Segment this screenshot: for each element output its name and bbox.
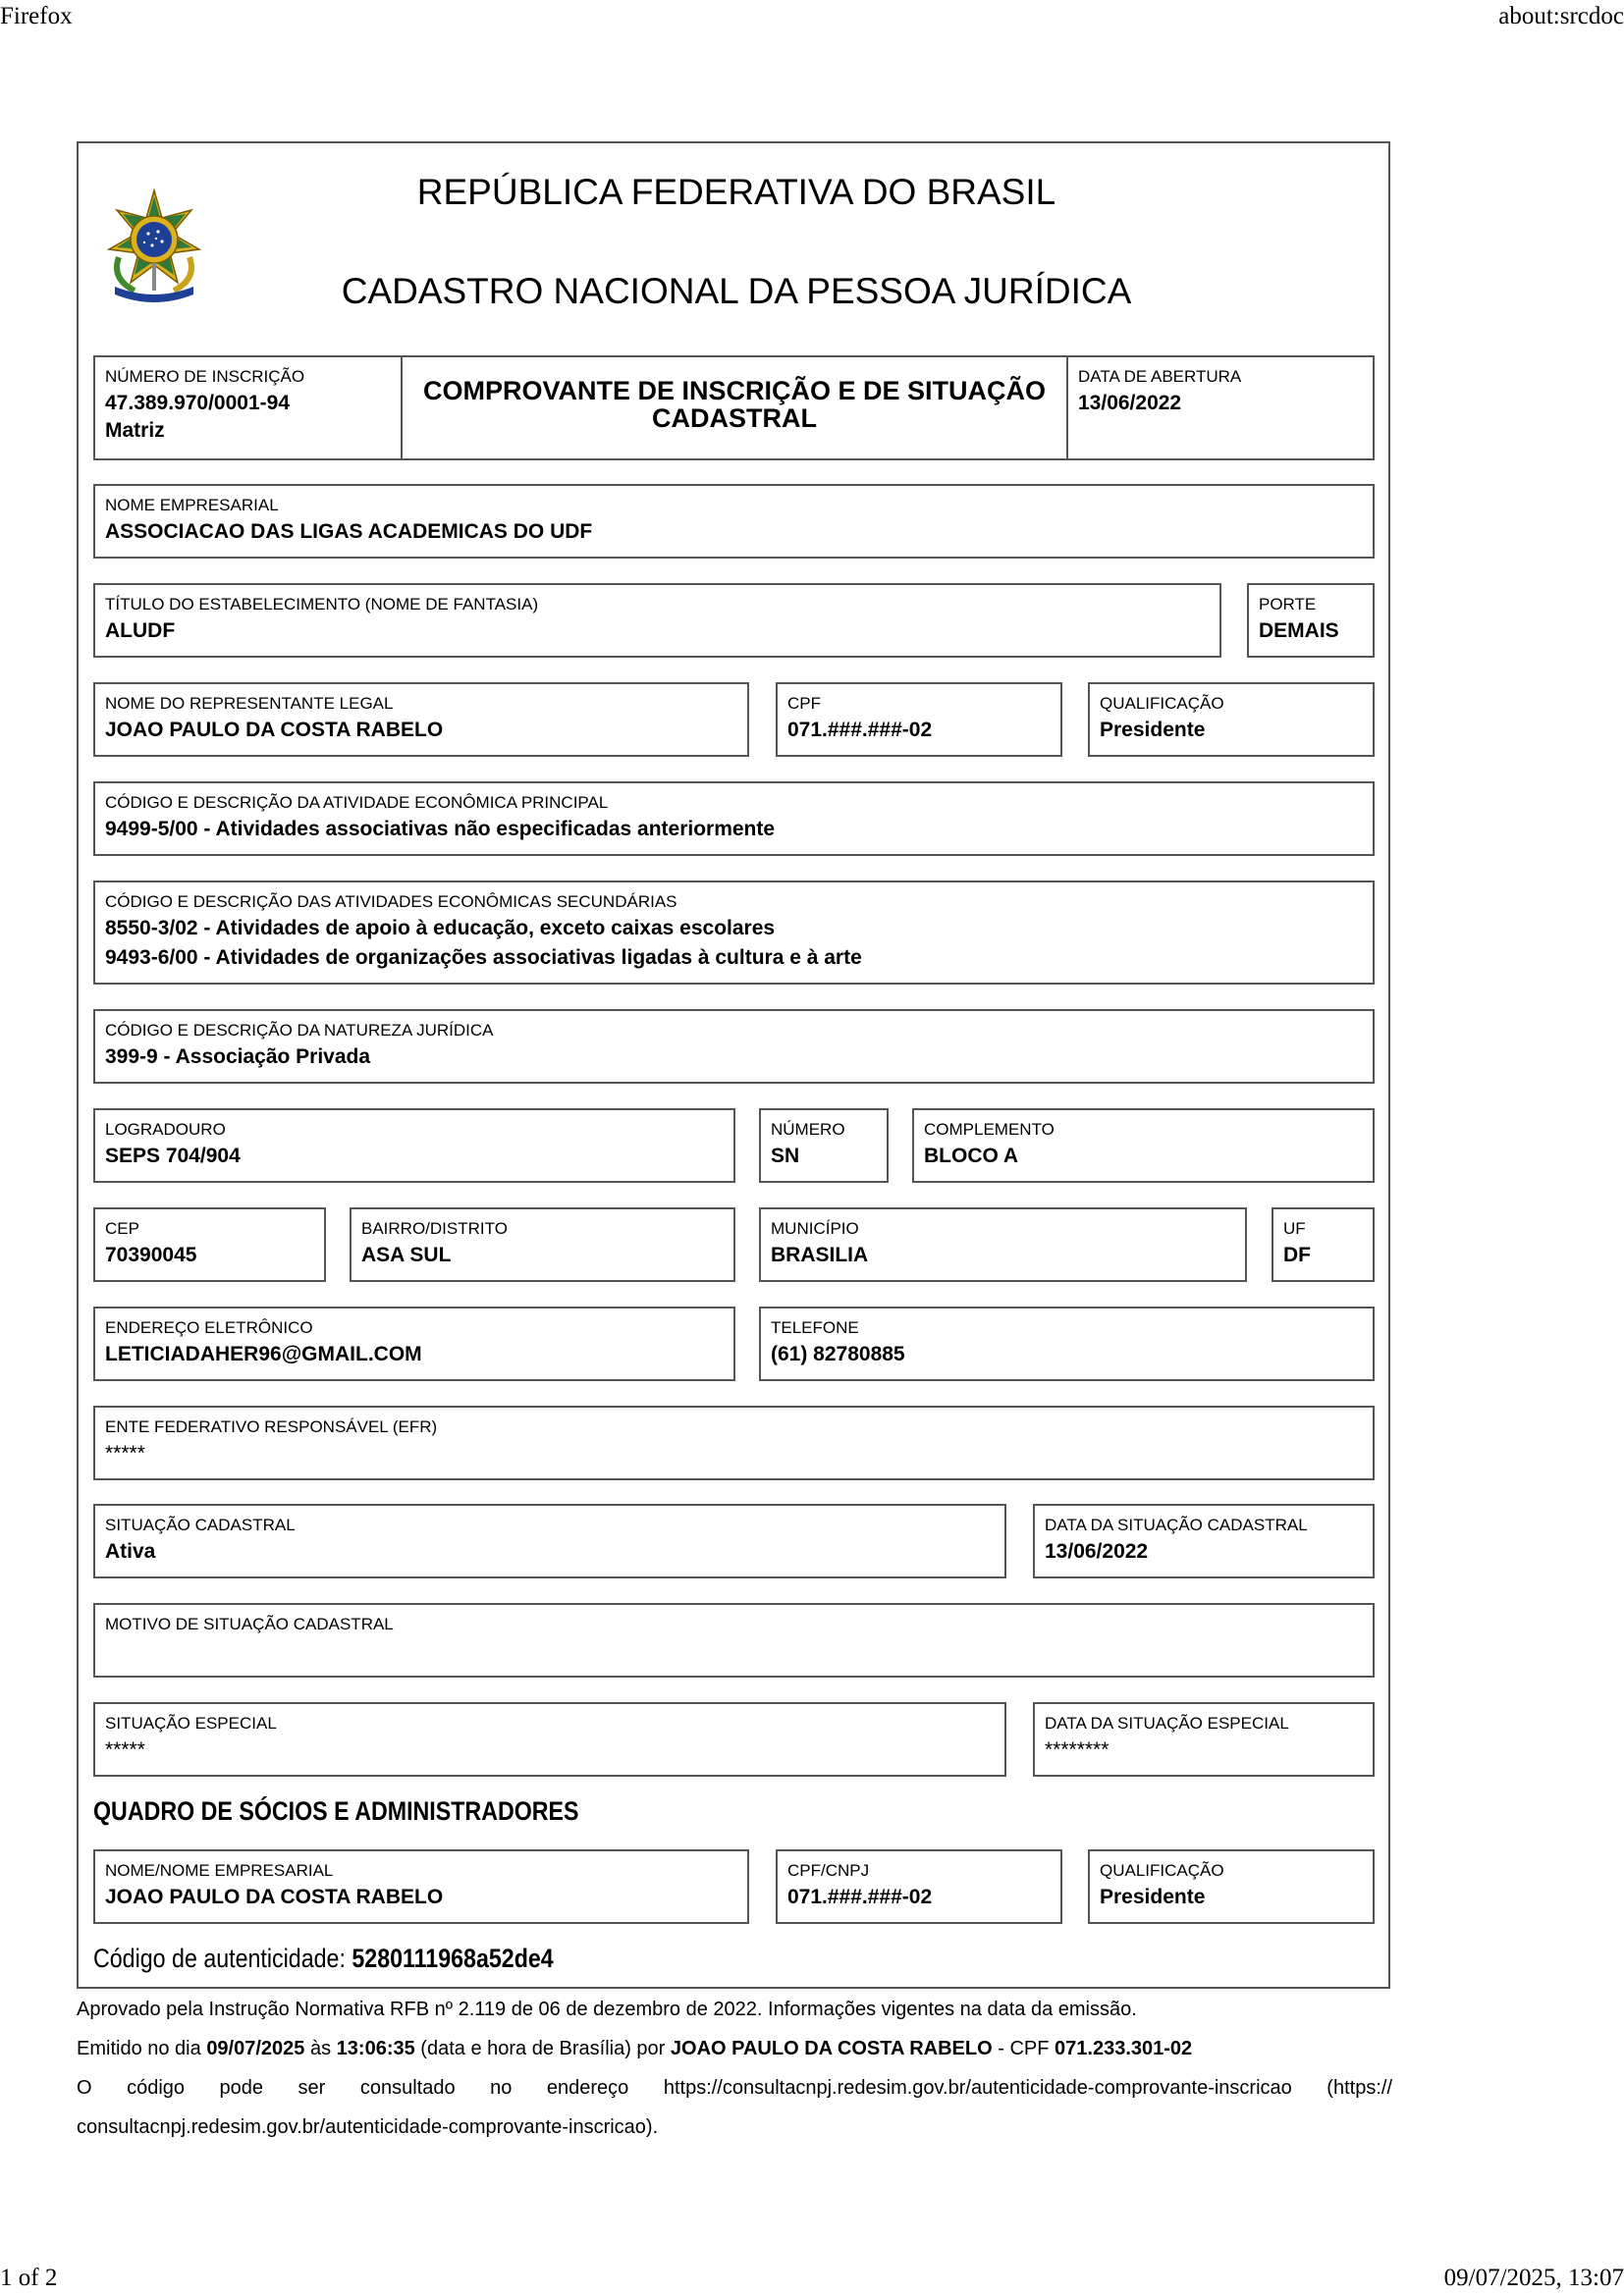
comprovante-title-line1: COMPROVANTE DE INSCRIÇÃO E DE SITUAÇÃO xyxy=(422,376,1047,405)
emission-middle: (data e hora de Brasília) por xyxy=(420,2038,666,2059)
phone-value: (61) 82780885 xyxy=(771,1343,905,1365)
representative-name-label: NOME DO REPRESENTANTE LEGAL xyxy=(105,694,394,713)
email-label: ENDEREÇO ELETRÔNICO xyxy=(105,1318,313,1337)
uf-box xyxy=(1272,1207,1375,1282)
trade-name-box xyxy=(93,583,1221,658)
secondary-activities-box xyxy=(93,881,1375,985)
partner-doc-value: 071.###.###-02 xyxy=(787,1886,933,1908)
street-value: SEPS 704/904 xyxy=(105,1145,241,1167)
opening-date-box xyxy=(1066,355,1375,460)
page-indicator: 1 of 2 xyxy=(0,2265,58,2291)
street-box xyxy=(93,1108,735,1183)
legal-nature-box xyxy=(93,1009,1375,1084)
emission-date: 09/07/2025 xyxy=(206,2038,305,2059)
registration-number-label: NÚMERO DE INSCRIÇÃO xyxy=(105,367,305,386)
opening-date-value: 13/06/2022 xyxy=(1078,392,1182,414)
consult-note-line2: consultacnpj.redesim.gov.br/autenticidade-comprovante-inscricao). xyxy=(77,2116,659,2138)
representative-cpf-label: CPF xyxy=(787,694,821,713)
efr-value: ***** xyxy=(105,1442,145,1465)
emission-cpf: 071.233.301-02 xyxy=(1055,2038,1193,2059)
situation-date-box xyxy=(1033,1504,1375,1578)
cep-value: 70390045 xyxy=(105,1244,197,1266)
authenticity-value: 5280111968a52de4 xyxy=(352,1944,554,1973)
representative-qualification-value: Presidente xyxy=(1100,719,1206,741)
email-box xyxy=(93,1307,735,1381)
representative-name-value: JOAO PAULO DA COSTA RABELO xyxy=(105,719,444,741)
street-label: LOGRADOURO xyxy=(105,1120,226,1139)
main-activity-box xyxy=(93,781,1375,856)
special-situation-value: ***** xyxy=(105,1738,145,1761)
emission-note xyxy=(77,2038,1192,2060)
browser-app-name: Firefox xyxy=(0,3,73,29)
efr-label: ENTE FEDERATIVO RESPONSÁVEL (EFR) xyxy=(105,1417,438,1436)
partner-doc-box xyxy=(776,1849,1062,1924)
company-name-value: ASSOCIACAO DAS LIGAS ACADEMICAS DO UDF xyxy=(105,520,593,543)
cep-box xyxy=(93,1207,326,1282)
situation-box xyxy=(93,1504,1006,1578)
special-situation-label: SITUAÇÃO ESPECIAL xyxy=(105,1714,277,1733)
district-box xyxy=(350,1207,735,1282)
title-republica: REPÚBLICA FEDERATIVA DO BRASIL xyxy=(416,172,1056,212)
emission-prefix: Emitido no dia xyxy=(77,2038,201,2059)
emission-cpf-prefix: - CPF xyxy=(998,2038,1050,2059)
trade-name-label: TÍTULO DO ESTABELECIMENTO (NOME DE FANTASIA) xyxy=(105,595,539,614)
legal-nature-value: 399-9 - Associação Privada xyxy=(105,1045,371,1068)
partner-name-box xyxy=(93,1849,749,1924)
partner-name-value: JOAO PAULO DA COSTA RABELO xyxy=(105,1886,444,1908)
opening-date-label: DATA DE ABERTURA xyxy=(1078,367,1242,386)
special-situation-box xyxy=(93,1702,1006,1777)
situation-date-label: DATA DA SITUAÇÃO CADASTRAL xyxy=(1045,1516,1308,1534)
comprovante-title-line2: CADASTRAL xyxy=(652,403,817,433)
partner-qualification-box xyxy=(1088,1849,1375,1924)
city-box xyxy=(759,1207,1247,1282)
situation-value: Ativa xyxy=(105,1540,156,1563)
authenticity-label: Código de autenticidade: xyxy=(93,1944,346,1973)
special-date-value: ******** xyxy=(1045,1738,1110,1761)
registration-number-value: 47.389.970/0001-94 xyxy=(105,392,291,414)
representative-qualification-box xyxy=(1088,682,1375,757)
situation-reason-box xyxy=(93,1603,1375,1678)
district-value: ASA SUL xyxy=(361,1244,452,1266)
efr-box xyxy=(93,1406,1375,1480)
emission-name: JOAO PAULO DA COSTA RABELO xyxy=(670,2038,993,2059)
browser-url: about:srcdoc xyxy=(1498,3,1624,29)
partner-doc-label: CPF/CNPJ xyxy=(787,1861,870,1880)
secondary-activity-1: 8550-3/02 - Atividades de apoio à educação, exceto caixas escolares xyxy=(105,917,776,939)
uf-value: DF xyxy=(1283,1244,1311,1266)
email-value: LETICIADAHER96@GMAIL.COM xyxy=(105,1343,422,1365)
representative-cpf-value: 071.###.###-02 xyxy=(787,719,933,741)
special-date-box xyxy=(1033,1702,1375,1777)
main-activity-value: 9499-5/00 - Atividades associativas não especificadas anteriormente xyxy=(105,818,776,840)
phone-label: TELEFONE xyxy=(771,1318,859,1337)
phone-box xyxy=(759,1307,1375,1381)
address-number-value: SN xyxy=(771,1145,800,1167)
title-cadastro: CADASTRO NACIONAL DA PESSOA JURÍDICA xyxy=(341,271,1132,311)
district-label: BAIRRO/DISTRITO xyxy=(361,1219,508,1238)
comprovante-title-box xyxy=(401,355,1068,460)
main-activity-label: CÓDIGO E DESCRIÇÃO DA ATIVIDADE ECONÔMICA PRINCIPAL xyxy=(105,793,609,812)
partner-name-label: NOME/NOME EMPRESARIAL xyxy=(105,1861,334,1880)
authenticity-code xyxy=(93,1944,554,1974)
partner-qualification-value: Presidente xyxy=(1100,1886,1206,1908)
company-name-box xyxy=(93,484,1375,559)
complement-value: BLOCO A xyxy=(924,1145,1019,1167)
company-size-box xyxy=(1247,583,1375,658)
uf-label: UF xyxy=(1283,1219,1306,1238)
city-value: BRASILIA xyxy=(771,1244,869,1266)
representative-name-box xyxy=(93,682,749,757)
complement-label: COMPLEMENTO xyxy=(924,1120,1055,1139)
representative-qualification-label: QUALIFICAÇÃO xyxy=(1100,694,1224,713)
secondary-activities-label: CÓDIGO E DESCRIÇÃO DAS ATIVIDADES ECONÔMICAS SECUNDÁRIAS xyxy=(105,892,677,911)
special-date-label: DATA DA SITUAÇÃO ESPECIAL xyxy=(1045,1714,1289,1733)
print-timestamp: 09/07/2025, 13:07 xyxy=(1443,2265,1624,2291)
situation-reason-label: MOTIVO DE SITUAÇÃO CADASTRAL xyxy=(105,1615,394,1633)
legal-nature-label: CÓDIGO E DESCRIÇÃO DA NATUREZA JURÍDICA xyxy=(105,1021,494,1040)
emission-time: 13:06:35 xyxy=(336,2038,415,2059)
secondary-activity-2: 9493-6/00 - Atividades de organizações associativas ligadas à cultura e à arte xyxy=(105,946,862,969)
consult-note-line1: O código pode ser consultado no endereço https://consultacnpj.redesim.gov.br/autenticidade-comprovante-inscricao (https:// xyxy=(77,2077,1392,2099)
company-size-value: DEMAIS xyxy=(1259,619,1339,642)
company-name-label: NOME EMPRESARIAL xyxy=(105,496,279,514)
partner-qualification-label: QUALIFICAÇÃO xyxy=(1100,1861,1224,1880)
situation-date-value: 13/06/2022 xyxy=(1045,1540,1149,1563)
partners-section-title: QUADRO DE SÓCIOS E ADMINISTRADORES xyxy=(93,1796,579,1826)
registration-type-value: Matriz xyxy=(105,419,165,442)
representative-cpf-box xyxy=(776,682,1062,757)
approval-note: Aprovado pela Instrução Normativa RFB nº 2.119 de 06 de dezembro de 2022. Informações vigentes na data da emissão. xyxy=(77,1999,1137,2020)
city-label: MUNICÍPIO xyxy=(771,1219,859,1238)
company-size-label: PORTE xyxy=(1259,595,1317,614)
emission-at: às xyxy=(309,2038,332,2059)
address-number-label: NÚMERO xyxy=(771,1120,845,1139)
complement-box xyxy=(912,1108,1375,1183)
situation-label: SITUAÇÃO CADASTRAL xyxy=(105,1516,296,1534)
address-number-box xyxy=(759,1108,889,1183)
trade-name-value: ALUDF xyxy=(105,619,176,642)
registration-number-box xyxy=(93,355,403,460)
cep-label: CEP xyxy=(105,1219,139,1238)
